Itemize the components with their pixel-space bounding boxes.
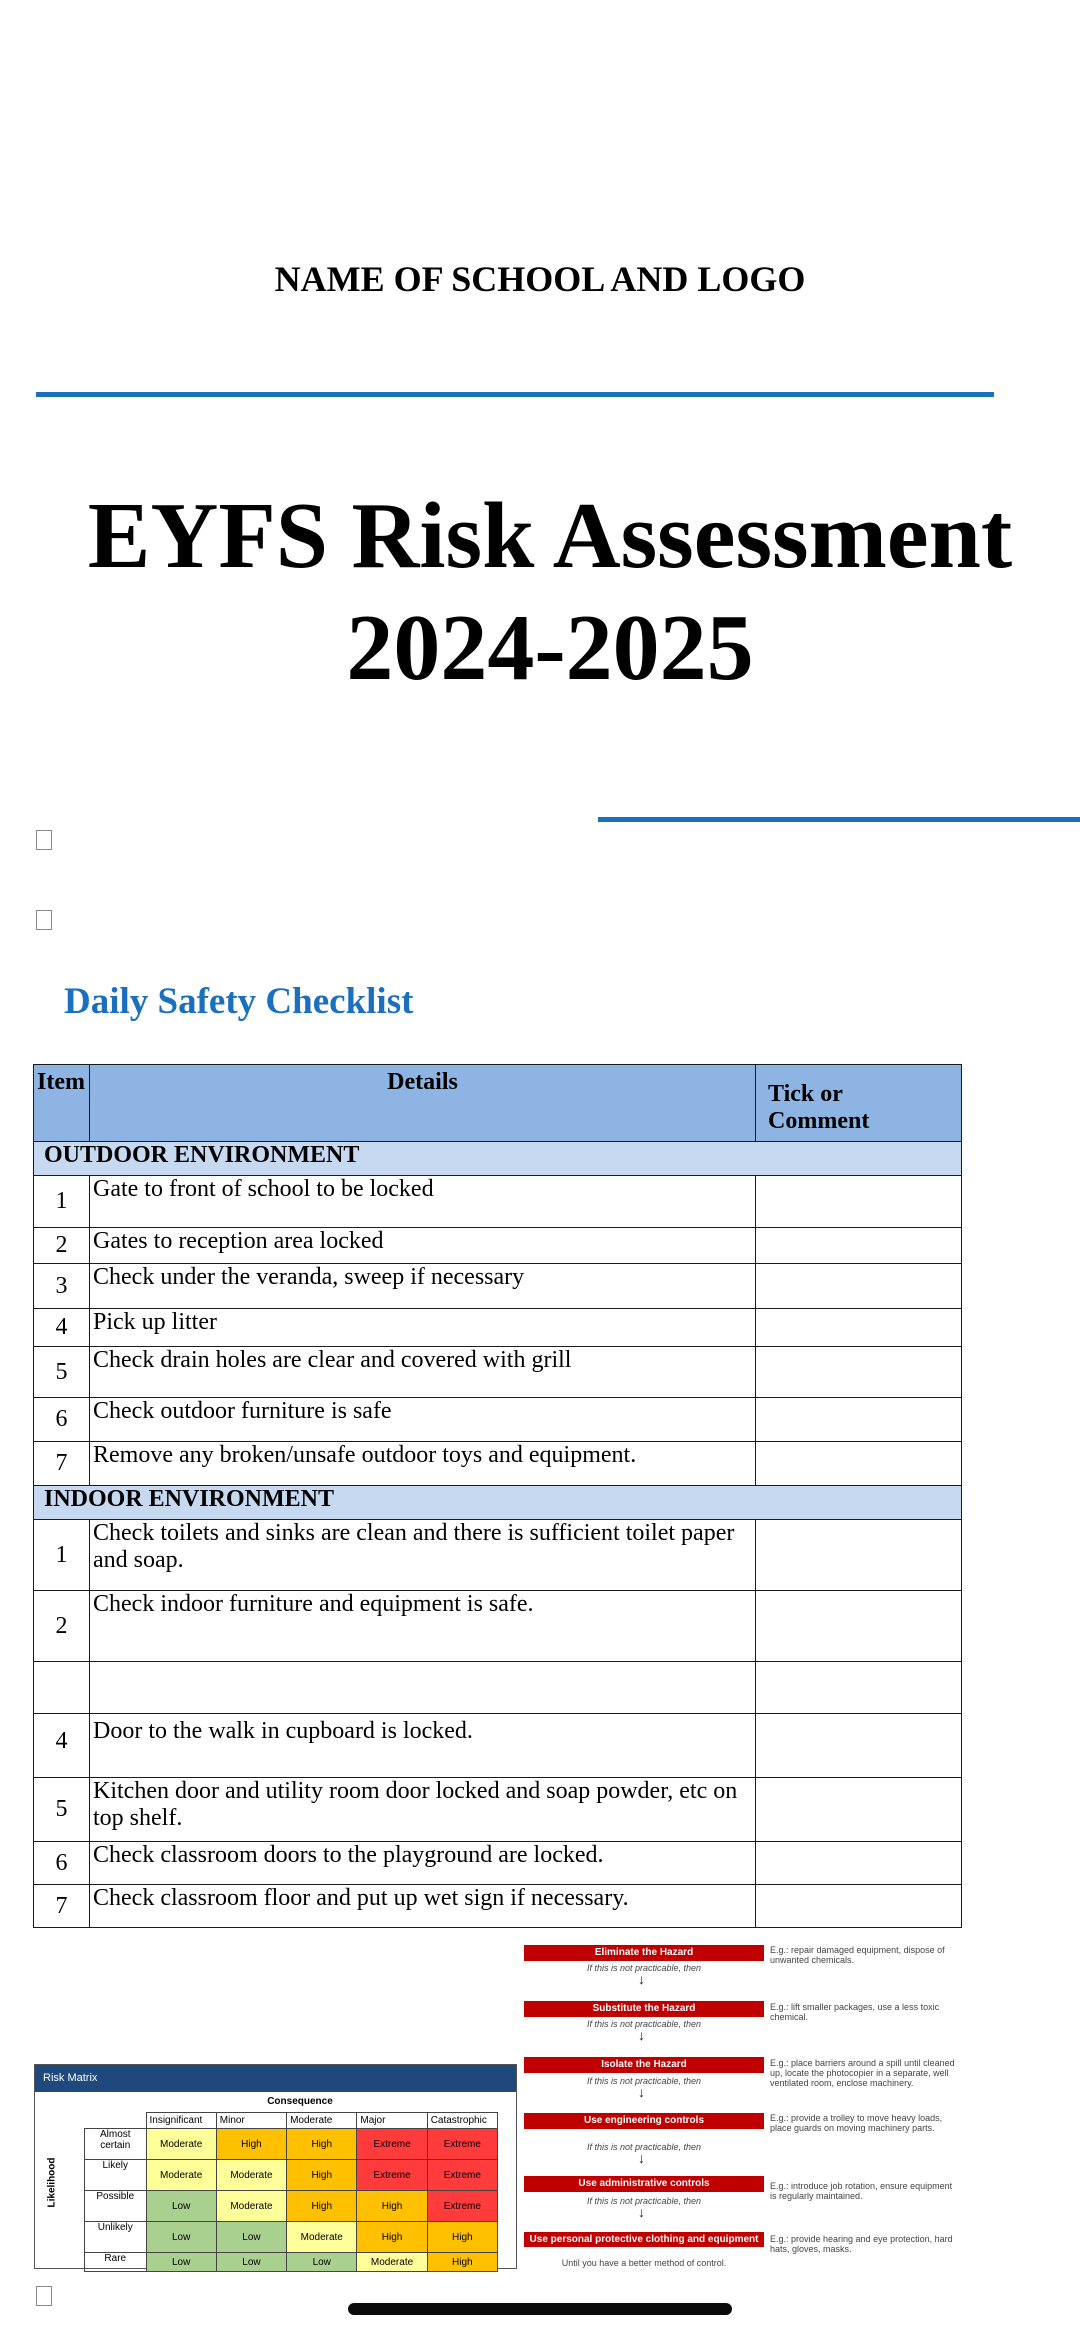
risk-cell: High	[287, 2129, 357, 2160]
risk-cell: Moderate	[216, 2191, 286, 2222]
down-arrow-icon: ↓	[638, 2086, 645, 2101]
item-details: Kitchen door and utility room door locked and soap powder, etc on top shelf.	[90, 1778, 756, 1842]
risk-cell: High	[357, 2222, 427, 2253]
down-arrow-icon: ↓	[638, 2152, 645, 2167]
down-arrow-icon: ↓	[638, 1973, 645, 1988]
risk-matrix-grid	[84, 2112, 498, 2272]
item-details: Pick up litter	[90, 1309, 756, 1347]
table-row	[34, 1591, 962, 1662]
risk-cell: High	[287, 2160, 357, 2191]
checklist-heading: Daily Safety Checklist	[64, 981, 414, 1022]
hierarchy-example: E.g.: place barriers around a spill until cleaned up, locate the photocopier in a separate, well ventilated room, enclose machinery.	[770, 2058, 955, 2088]
hierarchy-note: If this is not practicable, then	[586, 2142, 702, 2152]
likelihood-label: Unlikely	[85, 2222, 147, 2253]
tick-or-comment-cell[interactable]	[756, 1228, 962, 1264]
table-row	[34, 1714, 962, 1778]
likelihood-label: Likely	[85, 2160, 147, 2191]
section-header-indoor: INDOOR ENVIRONMENT	[34, 1486, 962, 1520]
item-details: Check outdoor furniture is safe	[90, 1398, 756, 1442]
risk-cell: Extreme	[427, 2129, 497, 2160]
risk-cell: Extreme	[357, 2160, 427, 2191]
daily-safety-checklist-table	[33, 1064, 962, 1928]
table-row	[34, 1264, 962, 1309]
table-row	[34, 1309, 962, 1347]
risk-cell: Extreme	[427, 2160, 497, 2191]
hierarchy-note: If this is not practicable, then	[586, 2076, 702, 2086]
item-details: Door to the walk in cupboard is locked.	[90, 1714, 756, 1778]
risk-cell: High	[427, 2222, 497, 2253]
item-number: 4	[34, 1309, 90, 1347]
hierarchy-example: E.g.: repair damaged equipment, dispose of unwanted chemicals.	[770, 1945, 945, 1965]
column-header-item: Item	[34, 1065, 90, 1142]
item-number: 1	[34, 1176, 90, 1228]
tick-or-comment-cell[interactable]	[756, 1176, 962, 1228]
table-row	[34, 1347, 962, 1398]
tick-or-comment-cell[interactable]	[756, 1347, 962, 1398]
table-row	[34, 1398, 962, 1442]
hierarchy-step: Use personal protective clothing and equipment	[524, 2232, 764, 2247]
item-number: 5	[34, 1778, 90, 1842]
risk-cell: Low	[216, 2222, 286, 2253]
down-arrow-icon: ↓	[638, 2029, 645, 2044]
item-details: Check drain holes are clear and covered with grill	[90, 1347, 756, 1398]
table-row	[34, 1885, 962, 1928]
likelihood-label: Possible	[85, 2191, 147, 2222]
tick-or-comment-cell[interactable]	[756, 1309, 962, 1347]
table-row	[34, 1662, 962, 1714]
title-divider	[598, 817, 1080, 822]
home-indicator[interactable]	[348, 2303, 732, 2315]
placeholder-box	[36, 910, 52, 930]
risk-cell: Moderate	[146, 2129, 216, 2160]
tick-or-comment-cell[interactable]	[756, 1520, 962, 1591]
tick-or-comment-cell[interactable]	[756, 1264, 962, 1309]
item-number: 1	[34, 1520, 90, 1591]
consequence-label: Catastrophic	[427, 2113, 497, 2129]
risk-cell: High	[287, 2191, 357, 2222]
item-number: 6	[34, 1842, 90, 1885]
hierarchy-step: Isolate the Hazard	[524, 2057, 764, 2073]
risk-cell: High	[427, 2253, 497, 2272]
hierarchy-note: If this is not practicable, then	[586, 2196, 702, 2206]
item-details: Gate to front of school to be locked	[90, 1176, 756, 1228]
tick-or-comment-cell[interactable]	[756, 1662, 962, 1714]
consequence-axis-label: Consequence	[267, 2096, 333, 2107]
item-number: 3	[34, 1264, 90, 1309]
placeholder-box	[36, 2286, 52, 2306]
consequence-label: Minor	[216, 2113, 286, 2129]
item-number: 2	[34, 1591, 90, 1662]
consequence-label: Insignificant	[146, 2113, 216, 2129]
consequence-label: Major	[357, 2113, 427, 2129]
table-row	[34, 1228, 962, 1264]
item-number: 7	[34, 1885, 90, 1928]
hierarchy-footer: Until you have a better method of control.	[561, 2258, 727, 2268]
item-number: 7	[34, 1442, 90, 1486]
risk-cell: Moderate	[216, 2160, 286, 2191]
hierarchy-example: E.g.: lift smaller packages, use a less toxic chemical.	[770, 2002, 940, 2022]
item-details: Check under the veranda, sweep if necessary	[90, 1264, 756, 1309]
item-number: 5	[34, 1347, 90, 1398]
school-name: NAME OF SCHOOL AND LOGO	[274, 259, 806, 299]
hierarchy-step: Substitute the Hazard	[524, 2001, 764, 2017]
placeholder-box	[36, 830, 52, 850]
item-details: Check classroom floor and put up wet sign if necessary.	[90, 1885, 756, 1928]
likelihood-label: Rare	[85, 2253, 147, 2272]
hierarchy-example: E.g.: introduce job rotation, ensure equipment is regularly maintained.	[770, 2181, 953, 2201]
risk-cell: Low	[146, 2253, 216, 2272]
table-row	[34, 1842, 962, 1885]
item-details: Check toilets and sinks are clean and there is sufficient toilet paper and soap.	[90, 1520, 756, 1591]
tick-or-comment-cell[interactable]	[756, 1398, 962, 1442]
likelihood-axis-label: Likelihood	[46, 2157, 58, 2208]
risk-cell: Low	[146, 2222, 216, 2253]
risk-cell: Low	[287, 2253, 357, 2272]
risk-cell: Moderate	[287, 2222, 357, 2253]
document-title: EYFS Risk Assessment 2024-2025	[87, 484, 1013, 700]
hierarchy-example: E.g.: provide a trolley to move heavy loads, place guards on moving machinery parts.	[770, 2113, 943, 2133]
item-details: Check indoor furniture and equipment is safe.	[90, 1591, 756, 1662]
risk-cell: High	[216, 2129, 286, 2160]
item-number: 4	[34, 1714, 90, 1778]
item-details: Check classroom doors to the playground are locked.	[90, 1842, 756, 1885]
table-row	[34, 1176, 962, 1228]
risk-cell: Low	[216, 2253, 286, 2272]
tick-or-comment-cell[interactable]	[756, 1885, 962, 1928]
risk-cell: Moderate	[357, 2253, 427, 2272]
tick-or-comment-cell[interactable]	[756, 1591, 962, 1662]
table-row	[34, 1442, 962, 1486]
risk-matrix-title: Risk Matrix	[35, 2065, 516, 2092]
risk-cell: Low	[146, 2191, 216, 2222]
risk-cell: High	[357, 2191, 427, 2222]
section-header-outdoor: OUTDOOR ENVIRONMENT	[34, 1142, 962, 1176]
risk-cell: Extreme	[427, 2191, 497, 2222]
consequence-label: Moderate	[287, 2113, 357, 2129]
hierarchy-step: Use administrative controls	[524, 2176, 764, 2192]
hierarchy-note: If this is not practicable, then	[586, 1963, 702, 1973]
tick-or-comment-cell[interactable]	[756, 1842, 962, 1885]
risk-cell: Extreme	[357, 2129, 427, 2160]
hierarchy-example: E.g.: provide hearing and eye protection, hard hats, gloves, masks.	[770, 2234, 953, 2254]
hierarchy-step: Use engineering controls	[524, 2113, 764, 2129]
item-number	[34, 1662, 90, 1714]
item-details: Gates to reception area locked	[90, 1228, 756, 1264]
item-details	[90, 1662, 756, 1714]
column-header-tick-or-comment: Tick or Comment	[756, 1065, 962, 1142]
down-arrow-icon: ↓	[638, 2206, 645, 2221]
hierarchy-step: Eliminate the Hazard	[524, 1945, 764, 1961]
item-number: 6	[34, 1398, 90, 1442]
table-row	[34, 1778, 962, 1842]
tick-or-comment-cell[interactable]	[756, 1714, 962, 1778]
risk-cell: Moderate	[146, 2160, 216, 2191]
likelihood-label: Almost certain	[85, 2129, 147, 2160]
hierarchy-note: If this is not practicable, then	[586, 2019, 702, 2029]
item-details: Remove any broken/unsafe outdoor toys and equipment.	[90, 1442, 756, 1486]
tick-or-comment-cell[interactable]	[756, 1442, 962, 1486]
item-number: 2	[34, 1228, 90, 1264]
column-header-details: Details	[90, 1065, 756, 1142]
header-divider	[36, 392, 994, 397]
table-row	[34, 1520, 962, 1591]
tick-or-comment-cell[interactable]	[756, 1778, 962, 1842]
